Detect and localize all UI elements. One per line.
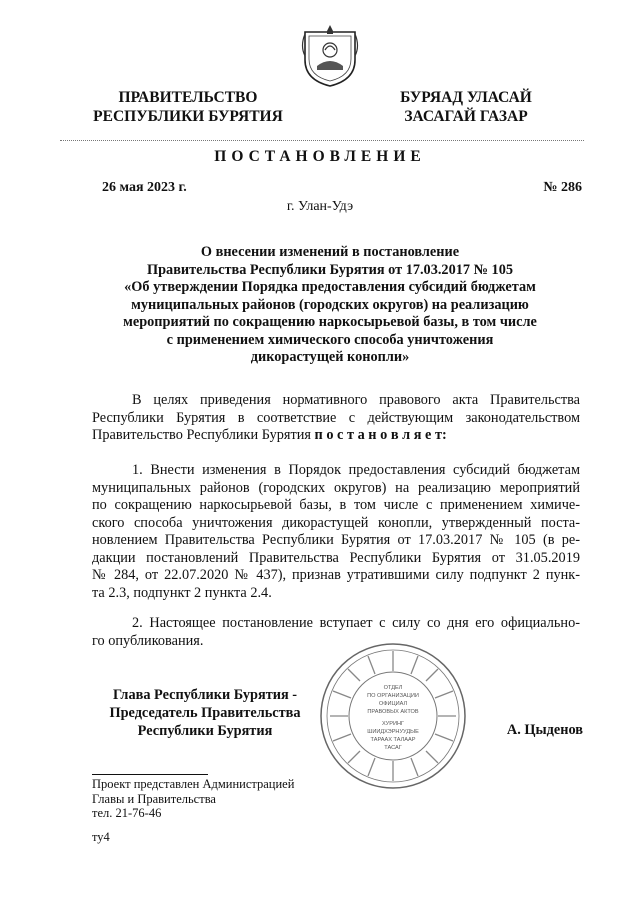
subject-line: с применением химического способа уничтожения: [166, 331, 494, 348]
footnote-divider: [92, 774, 208, 775]
stamp-text: ХУРИНГ: [381, 721, 405, 727]
document-code: ту4: [92, 830, 110, 844]
item-1-line: муниципальных районов (городских округов) на реализацию мероприятий: [92, 479, 580, 496]
government-name-ru-line1: ПРАВИТЕЛЬСТВО: [118, 89, 258, 106]
government-name-bua: [376, 88, 556, 126]
stamp-text: ТАРААХ ТАЛААР: [370, 737, 416, 743]
document-date: 26 мая 2023 г.: [102, 180, 187, 195]
subject-line: Правительства Республики Бурятия от 17.03.2017 № 105: [146, 261, 513, 278]
signatory-name: А. Цыденов: [506, 722, 583, 738]
item-1-line: 1. Внести изменения в Порядок предоставления субсидий бюджетам: [132, 462, 580, 478]
signatory-position: [85, 686, 325, 740]
preamble-line: В целях приведения нормативного правового акта Правительства: [132, 392, 580, 408]
subject-line: мероприятий по сокращению наркосырьевой базы, в том числе: [123, 314, 537, 330]
preamble-line: Республики Бурятия в соответствие с действующим законодательством: [92, 409, 580, 426]
subject-line: дикорастущей конопли»: [250, 349, 410, 365]
subject-line: «Об утверждении Порядка предоставления субсидий бюджетам: [124, 279, 536, 295]
government-name-ru: [78, 88, 298, 126]
stamp-text: ТАСАГ: [384, 745, 402, 751]
government-name-ru-line2: РЕСПУБЛИКИ БУРЯТИЯ: [93, 108, 283, 125]
preamble-text: Правительство Республики Бурятия: [92, 427, 315, 443]
item-1-line: ского способа уничтожения дикорастущей конопли, утвержденный поста-: [92, 514, 580, 531]
item-2-line: 2. Настоящее постановление вступает с силу со дня его официально-: [132, 615, 580, 631]
item-2-line: го опубликования.: [92, 632, 204, 649]
government-name-bua-line2: ЗАСАГАЙ ГАЗАР: [404, 108, 528, 125]
stamp-text: ПО ОРГАНИЗАЦИИ: [367, 693, 419, 699]
item-1-line: № 284, от 22.07.2020 № 437), признав утратившими силу подпункт 2 пунк-: [92, 567, 580, 583]
signatory-position-line: Глава Республики Бурятия -: [112, 687, 298, 703]
preamble-paragraph: [92, 392, 580, 445]
footnote-line: Проект представлен Администрацией: [92, 777, 295, 791]
footnote-line: тел. 21-76-46: [92, 806, 162, 820]
official-stamp: [318, 641, 468, 791]
signatory-position-line: Председатель Правительства: [109, 705, 301, 721]
footnote: [92, 774, 294, 821]
document-city: г. Улан-Удэ: [286, 199, 354, 214]
footnote-line: Главы и Правительства: [92, 791, 216, 806]
subject-line: О внесении изменений в постановление: [200, 244, 460, 260]
item-1-line: дакции постановлений Правительства Республики Бурятия от 31.05.2019: [92, 549, 580, 566]
preamble-line: [92, 427, 580, 445]
item-1-paragraph: [92, 462, 580, 602]
header-divider: [60, 140, 584, 141]
document-subject: [70, 244, 590, 367]
stamp-text: ОТДЕЛ: [383, 685, 403, 691]
signatory-position-line: Республики Бурятия: [137, 723, 273, 739]
document-number: № 286: [543, 180, 582, 195]
government-name-bua-line1: БУРЯАД УЛАСАЙ: [400, 89, 532, 106]
item-1-line: по сокращению наркосырьевой базы, в том числе с применением химиче-: [92, 497, 580, 513]
resolves-keyword: п о с т а н о в л я е т:: [314, 427, 447, 443]
item-1-line: та 2.3, подпункт 2 пункта 2.4.: [92, 584, 272, 601]
coat-of-arms-emblem: [301, 22, 359, 88]
item-1-line: новлением Правительства Республики Бурятия от 17.03.2017 № 105 (в ре-: [92, 532, 580, 548]
stamp-text: ПРАВОВЫХ АКТОВ: [367, 709, 419, 715]
subject-line: муниципальных районов (городских округов) на реализацию: [131, 296, 529, 313]
document-title: ПОСТАНОВЛЕНИЕ: [214, 148, 426, 165]
stamp-text: ОФИЦИАЛ: [378, 701, 408, 707]
stamp-text: ШИИДХЭРНУУДЫЕ: [367, 729, 419, 735]
